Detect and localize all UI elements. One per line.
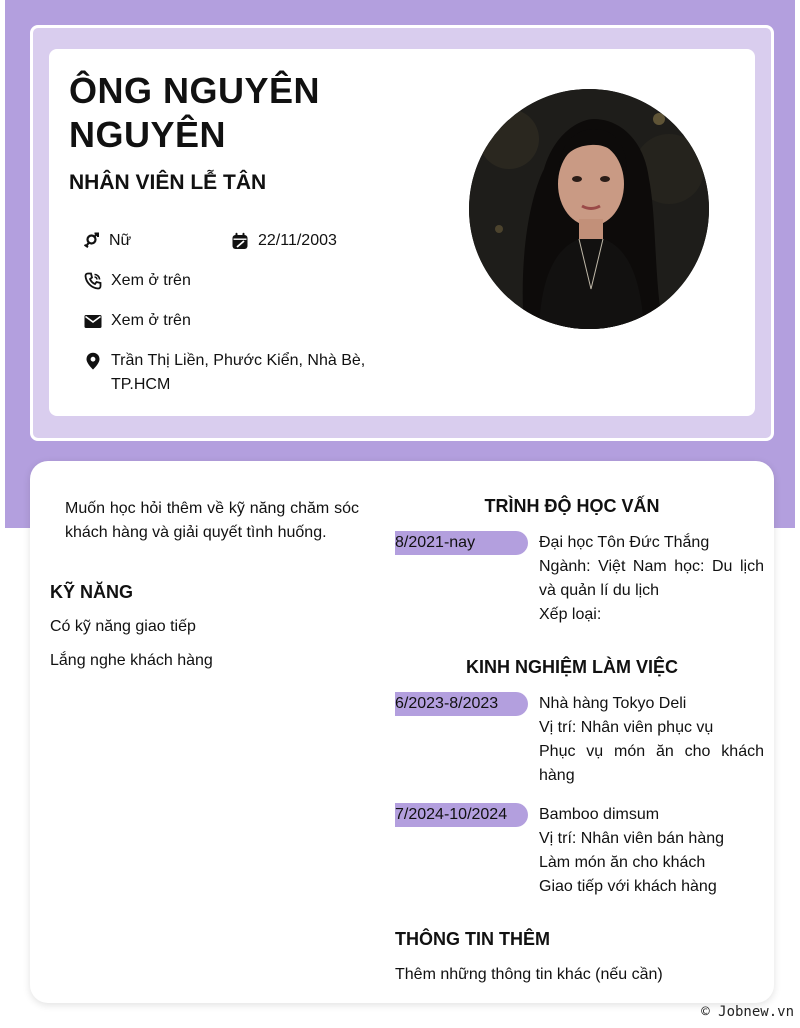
position: Vị trí: Nhân viên phục vụ xyxy=(539,719,714,736)
experience-heading: KINH NGHIỆM LÀM VIỆC xyxy=(465,657,678,677)
skill-item: Lắng nghe khách hàng xyxy=(50,652,213,669)
avatar xyxy=(469,89,709,329)
location-icon xyxy=(84,352,102,370)
extra-info-heading: THÔNG TIN THÊM xyxy=(395,929,550,949)
school-name: Đại học Tôn Đức Thắng xyxy=(539,534,710,551)
position: Vị trí: Nhân viên bán hàng xyxy=(539,830,725,847)
extra-info-text: Thêm những thông tin khác (nếu cần) xyxy=(395,966,663,983)
header-content xyxy=(49,49,755,416)
task: Giao tiếp với khách hàng xyxy=(539,878,717,895)
experience-detail xyxy=(539,692,764,788)
education-heading: TRÌNH ĐỘ HỌC VẤN xyxy=(484,496,660,516)
calendar-icon xyxy=(231,232,249,250)
address-value: Trần Thị Liền, Phước Kiển, Nhà Bè, TP.HCM xyxy=(111,352,366,393)
skill-item: Có kỹ năng giao tiếp xyxy=(50,618,196,635)
experience-detail xyxy=(539,803,764,899)
task: Phục vụ món ăn cho khách hàng xyxy=(539,743,764,784)
gender-value: Nữ xyxy=(109,232,132,249)
experience-period: 6/2023-8/2023 xyxy=(395,692,528,716)
birthday-value: 22/11/2003 xyxy=(258,232,337,249)
career-objective: Muốn học hỏi thêm về kỹ năng chăm sóc khách hàng và giải quyết tình huống. xyxy=(65,500,359,541)
header-card xyxy=(30,25,774,441)
address-row xyxy=(84,349,374,397)
company-name: Bamboo dimsum xyxy=(539,806,660,823)
grade: Xếp loại: xyxy=(539,606,602,623)
phone-icon xyxy=(84,272,102,290)
birthday-row xyxy=(231,229,337,253)
gender-row xyxy=(82,229,131,253)
education-period: 8/2021-nay xyxy=(395,531,528,555)
skills-heading: KỸ NĂNG xyxy=(50,582,134,602)
footer-credit: © Jobnew.vn xyxy=(701,1004,794,1020)
job-title: NHÂN VIÊN LỄ TÂN xyxy=(69,171,267,194)
phone-value: Xem ở trên xyxy=(111,272,191,289)
email-icon xyxy=(84,312,102,330)
task: Làm món ăn cho khách xyxy=(539,854,706,871)
experience-period: 7/2024-10/2024 xyxy=(395,803,528,827)
gender-icon xyxy=(82,232,100,250)
company-name: Nhà hàng Tokyo Deli xyxy=(539,695,687,712)
major: Ngành: Việt Nam học: Du lịch và quản lí du lịch xyxy=(539,558,764,599)
email-value: Xem ở trên xyxy=(111,312,191,329)
phone-row xyxy=(84,269,191,293)
resume-body xyxy=(30,461,774,1003)
email-row xyxy=(84,309,191,333)
education-detail xyxy=(539,531,764,627)
candidate-name: ÔNG NGUYÊN NGUYÊN xyxy=(69,70,321,155)
